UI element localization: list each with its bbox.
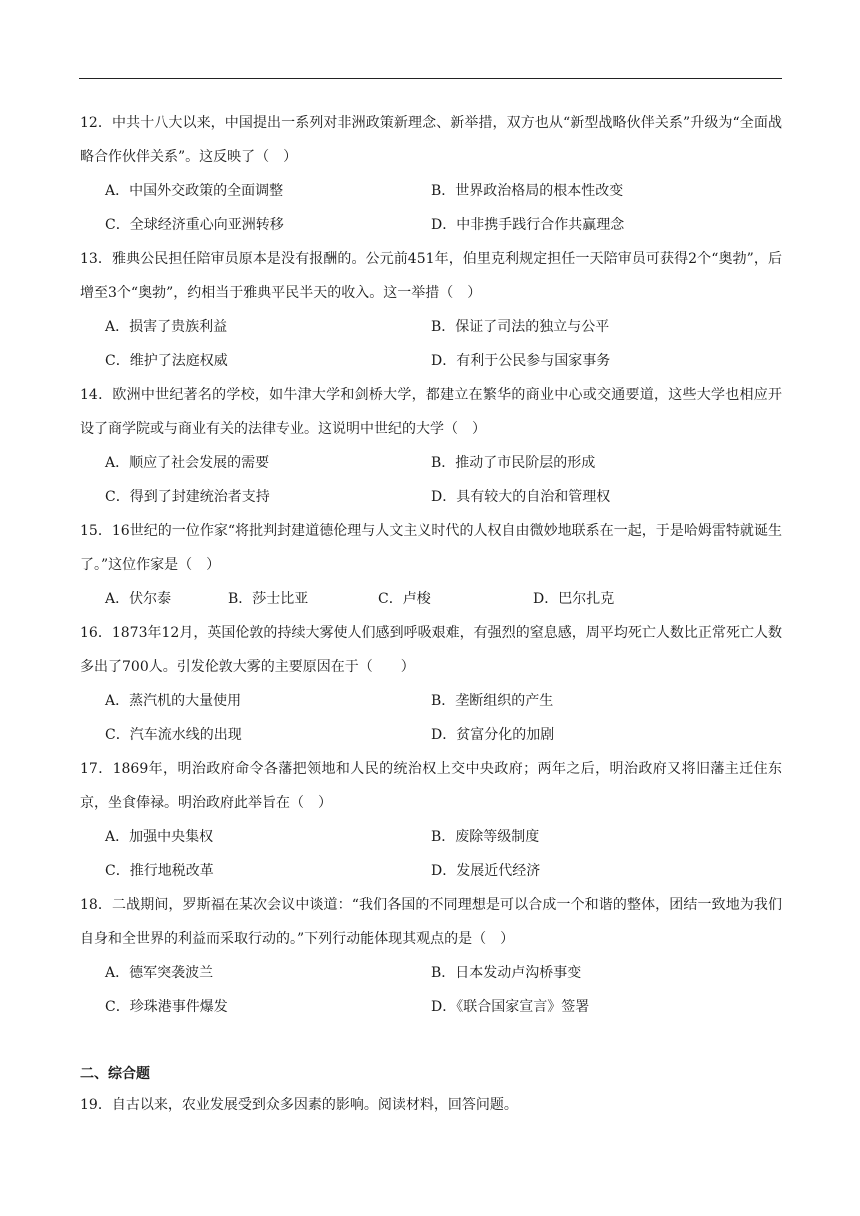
option-d: D．有利于公民参与国家事务: [431, 353, 611, 369]
option-d: D．发展近代经济: [431, 863, 541, 879]
option-b: B．保证了司法的独立与公平: [431, 319, 610, 335]
option-a: A．德军突袭波兰: [105, 965, 214, 981]
option-a: A．顺应了社会发展的需要: [105, 455, 270, 471]
question-stem: 14．欧洲中世纪著名的学校，如牛津大学和剑桥大学，都建立在繁华的商业中心或交通要道，这些大学也相应开设了商学院或与商业有关的法律专业。这说明中世纪的大学（ ）: [80, 387, 782, 437]
option-a: A．损害了贵族利益: [105, 319, 228, 335]
option-d: D．具有较大的自治和管理权: [431, 489, 611, 505]
option-a: A．伏尔泰: [105, 591, 172, 607]
options: [80, 956, 782, 1024]
question-stem: 12．中共十八大以来，中国提出一系列对非洲政策新理念、新举措，双方也从“新型战略伙伴关系”升级为“全面战略合作伙伴关系”。这反映了（ ）: [80, 115, 782, 165]
question-19-stem: 19．自古以来，农业发展受到众多因素的影响。阅读材料，回答问题。: [80, 1097, 518, 1113]
option-b: B．世界政治格局的根本性改变: [431, 183, 624, 199]
option-d: D．贫富分化的加剧: [431, 727, 555, 743]
option-b: B．推动了市民阶层的形成: [431, 455, 596, 471]
option-b: B．垄断组织的产生: [431, 693, 554, 709]
question-stem: 17．1869年，明治政府命令各藩把领地和人民的统治权上交中央政府；两年之后，明治政府又将旧藩主迁住东京，坐食俸禄。明治政府此举旨在（ ）: [80, 761, 782, 811]
option-d: D．巴尔扎克: [533, 591, 615, 607]
option-b: B．废除等级制度: [431, 829, 540, 845]
question-15: [80, 514, 782, 616]
question-list: [80, 106, 782, 1024]
option-c: C．汽车流水线的出现: [105, 727, 242, 743]
header-rule: [79, 78, 782, 79]
option-c: C．推行地税改革: [105, 863, 214, 879]
option-b: B．日本发动卢沟桥事变: [431, 965, 582, 981]
question-14: [80, 378, 782, 514]
options: [80, 684, 782, 752]
option-c: C．维护了法庭权威: [105, 353, 228, 369]
options: [80, 174, 782, 242]
question-18: [80, 888, 782, 1024]
question-12: [80, 106, 782, 242]
option-c: C．卢梭: [378, 591, 431, 607]
question-stem: 13．雅典公民担任陪审员原本是没有报酬的。公元前451年，伯里克利规定担任一天陪审员可获得2个“奥勃”，后增至3个“奥勃”，约相当于雅典平民半天的收入。这一举措（ ）: [80, 251, 782, 301]
option-a: A．中国外交政策的全面调整: [105, 183, 284, 199]
option-b: B．莎士比亚: [228, 591, 309, 607]
options: [80, 582, 782, 616]
options: [80, 820, 782, 888]
question-16: [80, 616, 782, 752]
question-13: [80, 242, 782, 378]
section-title: 二、综合题: [80, 1066, 150, 1082]
options: [80, 310, 782, 378]
option-c: C．得到了封建统治者支持: [105, 489, 270, 505]
question-stem: 15．16世纪的一位作家“将批判封建道德伦理与人文主义时代的人权自由微妙地联系在一起，于是哈姆雷特就诞生了。”这位作家是（ ）: [80, 523, 782, 573]
question-17: [80, 752, 782, 888]
options: [80, 446, 782, 514]
option-a: A．加强中央集权: [105, 829, 214, 845]
question-stem: 18．二战期间，罗斯福在某次会议中谈道：“我们各国的不同理想是可以合成一个和谐的整体，团结一致地为我们自身和全世界的利益而采取行动的。”下列行动能体现其观点的是（ ）: [80, 897, 782, 947]
question-stem: 16．1873年12月，英国伦敦的持续大雾使人们感到呼吸艰难，有强烈的窒息感，周平均死亡人数比正常死亡人数多出了700人。引发伦敦大雾的主要原因在于（ ）: [80, 625, 782, 675]
option-c: C．全球经济重心向亚洲转移: [105, 217, 284, 233]
option-d: D．中非携手践行合作共赢理念: [431, 217, 625, 233]
option-c: C．珍珠港事件爆发: [105, 999, 228, 1015]
option-d: D．《联合国家宣言》签署: [431, 999, 590, 1015]
option-a: A．蒸汽机的大量使用: [105, 693, 242, 709]
